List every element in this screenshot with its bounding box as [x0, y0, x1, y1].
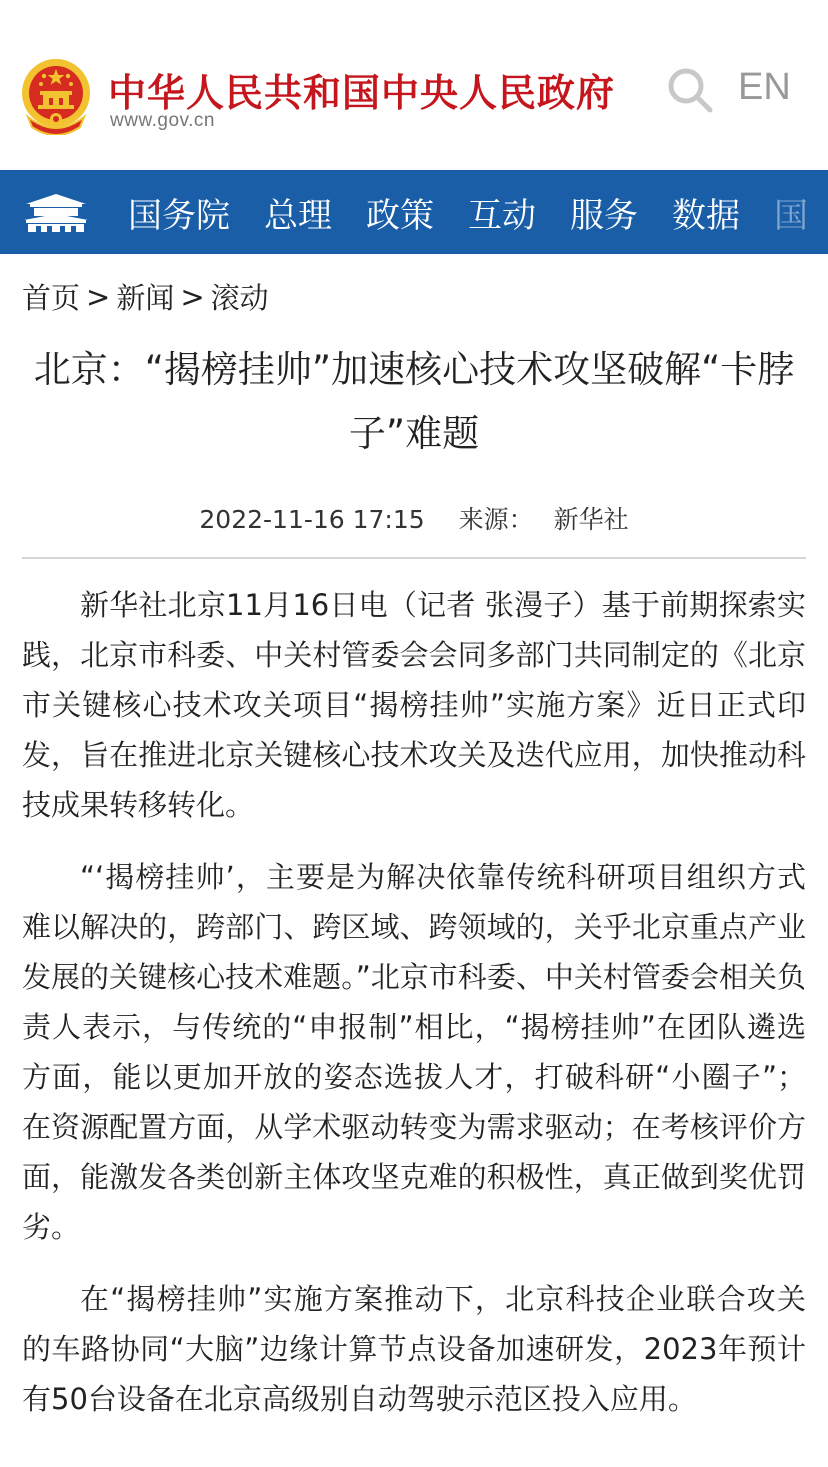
- nav-item-premier[interactable]: 总理: [264, 195, 332, 236]
- breadcrumb-separator: >: [180, 279, 205, 314]
- breadcrumb: [22, 276, 269, 317]
- national-emblem-icon[interactable]: [20, 57, 92, 135]
- article-meta: [0, 500, 828, 536]
- breadcrumb-rolling[interactable]: 滚动: [210, 281, 269, 315]
- breadcrumb-home[interactable]: 首页: [22, 281, 81, 315]
- nav-item-overflow[interactable]: 国: [774, 195, 808, 236]
- site-domain: www.gov.cn: [110, 110, 215, 131]
- nav-item-policy[interactable]: 政策: [366, 195, 434, 236]
- article-paragraph: 新华社北京11月16日电（记者 张漫子）基于前期探索实践，北京市科委、中关村管委会会同多部门共同制定的《北京市关键核心技术攻关项目“揭榜挂帅”实施方案》近日正式印发，旨在推进北京关键核心技术攻关及迭代应用，加快推动科技成果转移转化。: [22, 588, 806, 822]
- article-body: [22, 580, 806, 1446]
- article-source-label: 来源：: [458, 505, 534, 534]
- nav-item-state-council[interactable]: 国务院: [128, 195, 230, 236]
- main-nav: [0, 170, 828, 254]
- article-paragraph: “‘揭榜挂帅’，主要是为解决依靠传统科研项目组织方式难以解决的，跨部门、跨区域、跨领域的，关乎北京重点产业发展的关键核心技术难题。”北京市科委、中关村管委会相关负责人表示，与传统的“申报制”相比，“揭榜挂帅”在团队遴选方面，能以更加开放的姿态选拔人才，打破科研“小圈子”；在资源配置方面，从学术驱动转变为需求驱动；在考核评价方面，能激发各类创新主体攻坚克难的积极性，真正做到奖优罚劣。: [22, 860, 806, 1244]
- site-title[interactable]: 中华人民共和国中央人民政府: [108, 71, 616, 115]
- nav-items: [128, 170, 828, 254]
- breadcrumb-separator: >: [86, 279, 111, 314]
- article-source: 新华社: [553, 505, 629, 534]
- article-datetime: 2022-11-16 17:15: [199, 505, 425, 534]
- search-icon[interactable]: [666, 66, 714, 114]
- language-switch-button[interactable]: EN: [738, 66, 791, 108]
- tiananmen-icon[interactable]: [22, 190, 90, 234]
- divider: [22, 557, 806, 559]
- nav-item-data[interactable]: 数据: [672, 195, 740, 236]
- site-header: [0, 0, 828, 170]
- article-title: 北京：“揭榜挂帅”加速核心技术攻坚破解“卡脖子”难题: [33, 348, 795, 455]
- nav-item-interaction[interactable]: 互动: [468, 195, 536, 236]
- nav-item-services[interactable]: 服务: [570, 195, 638, 236]
- breadcrumb-news[interactable]: 新闻: [116, 281, 175, 315]
- article-paragraph: 在“揭榜挂帅”实施方案推动下，北京科技企业联合攻关的车路协同“大脑”边缘计算节点设备加速研发，2023年预计有50台设备在北京高级别自动驾驶示范区投入应用。: [22, 1282, 806, 1416]
